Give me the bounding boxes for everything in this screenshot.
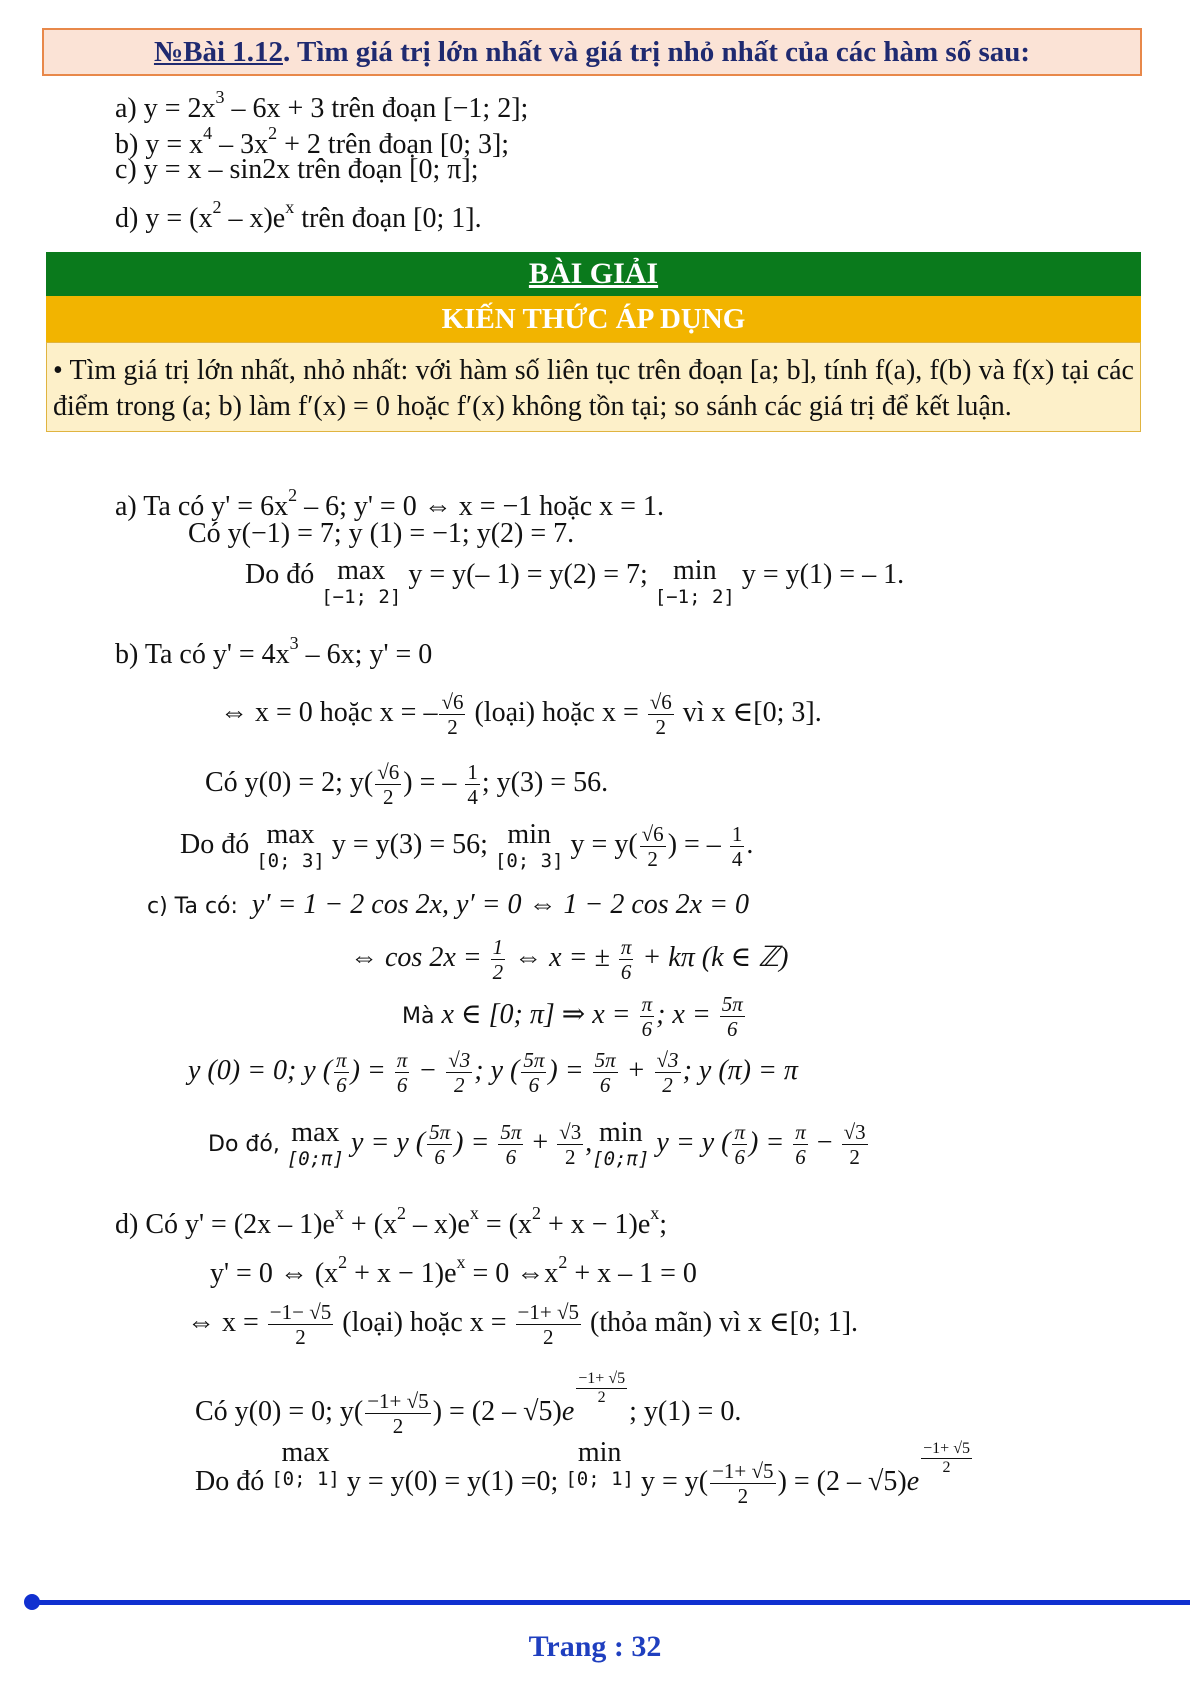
item-c: c) y = x – sin2x trên đoạn [0; π]; — [115, 154, 479, 185]
part-c-line5: Do đó, max [0;π] y = y ( $\frac{5\pi}{6}$ ) = $\frac{5\pi}{6}$ + $\frac{√3}{2}$ , min [0;π] y = y ( $\frac{\pi}{6}$ ) = $\frac{\pi}{6}$ − $\frac{√3}{2}$ — [208, 1117, 866, 1170]
part-d-line2: y' = 0 ⇔ $(x^2 + x - 1)e^x = 0$ $\Leftrightarrow x^2 + x - 1 = 0$ — [210, 1252, 697, 1289]
knowledge-note: • Tìm giá trị lớn nhất, nhỏ nhất: với hàm số liên tục trên đoạn [a; b], tính f(a), f(b) và f(x) tại các điểm trong (a; b) làm f′(x) = 0 hoặc f′(x) không tồn tại; so sánh các giá trị để kết luận. — [46, 342, 1141, 432]
problem-number: №Bài 1.12 — [153, 36, 283, 68]
problem-title — [42, 28, 1142, 76]
part-c-line1: c) Ta có: y′ = 1 − 2 cos 2x, y′ = 0 ⇔ 1 − 2 cos 2x = 0 — [147, 889, 750, 920]
part-b-line2: ⇔ x = 0 hoặc x = – $\frac{√6}{2}$ (loại) hoặc x = $\frac{√6}{2}$ vì x ∈[0; 3]. — [220, 690, 822, 739]
problem-prompt: . Tìm giá trị lớn nhất và giá trị nhỏ nhất của các hàm số sau: — [283, 36, 1031, 68]
part-d-line4: Có y(0) = 0; y( $\frac{-1+ √5}{2}$ ) = (2 – √5)e $\frac{-1+ √5}{2}$ ; y(1) = 0. — [195, 1370, 742, 1439]
part-d-line5: Do đó max [0; 1] y = y(0) = y(1) =0; min [0; 1] y = y( $\frac{-1+ √5}{2}$ ) = (2 – √5)e $\frac{-1+ √5}{2}$ — [195, 1437, 970, 1509]
part-c-line4: y (0) = 0; y ( $\frac{\pi}{6}$ ) = $\frac{\pi}{6}$ − $\frac{√3}{2}$ ; y ( $\frac{5\pi}{6}$ ) = $\frac{5\pi}{6}$ + $\frac{√3}{2}$ ; y (π) = π — [188, 1048, 798, 1097]
part-b-line1: b) Ta có $y' = 4x^3 - 6x$; y' = 0 — [115, 633, 433, 670]
part-c-line3: Mà x ∈ [0; π] ⇒ x = $\frac{\pi}{6}$ ; x = $\frac{5\pi}{6}$ — [402, 992, 743, 1041]
item-b: b) $y = x^4 - 3x^2 + 2$ trên đoạn [0; 3]; — [115, 123, 510, 160]
part-c-line2: ⇔ cos 2x = $\frac{1}{2}$ ⇔ x = ± $\frac{\pi}{6}$ + kπ (k ∈ ℤ) — [350, 935, 789, 984]
solution-header: BÀI GIẢI — [46, 252, 1141, 296]
part-d-line1: d) Có $y' = (2x - 1)e^x + (x^2 - x)e^x = (x^2 + x - 1)e^x$; — [115, 1203, 668, 1240]
part-b-line3: Có y(0) = 2; y( $\frac{√6}{2}$ ) = – $\frac{1}{4}$ ; y(3) = 56. — [205, 760, 609, 809]
part-a-line2: Có y(−1) = 7; y (1) = −1; y(2) = 7. — [188, 518, 575, 549]
item-d: d) $y = (x^2 - x)e^x$ trên đoạn [0; 1]. — [115, 197, 482, 234]
part-d-line3: ⇔ x = $\frac{-1- √5}{2}$ (loại) hoặc x = $\frac{-1+ √5}{2}$ (thỏa mãn) vì x ∈[0; 1]. — [187, 1300, 859, 1349]
part-a-line1: a) Ta có $y' = 6x^2 - 6$; y' = 0 ⇔ x = −1 hoặc x = 1. — [115, 485, 664, 522]
page-number: Trang : 32 — [528, 1630, 662, 1663]
footer-rule — [30, 1600, 1190, 1605]
footer-dot — [24, 1594, 40, 1610]
part-a-line3: Do đó max [−1; 2] y = y(– 1) = y(2) = 7; min [−1; 2] y = y(1) = – 1. — [245, 555, 905, 608]
knowledge-header: KIẾN THỨC ÁP DỤNG — [46, 296, 1141, 342]
part-b-line4: Do đó max [0; 3] y = y(3) = 56; min [0; 3] y = y( $\frac{√6}{2}$ ) = – $\frac{1}{4}$ . — [180, 819, 754, 872]
item-a: a) $y = 2x^3 - 6x + 3$ trên đoạn [−1; 2]; — [115, 87, 529, 124]
